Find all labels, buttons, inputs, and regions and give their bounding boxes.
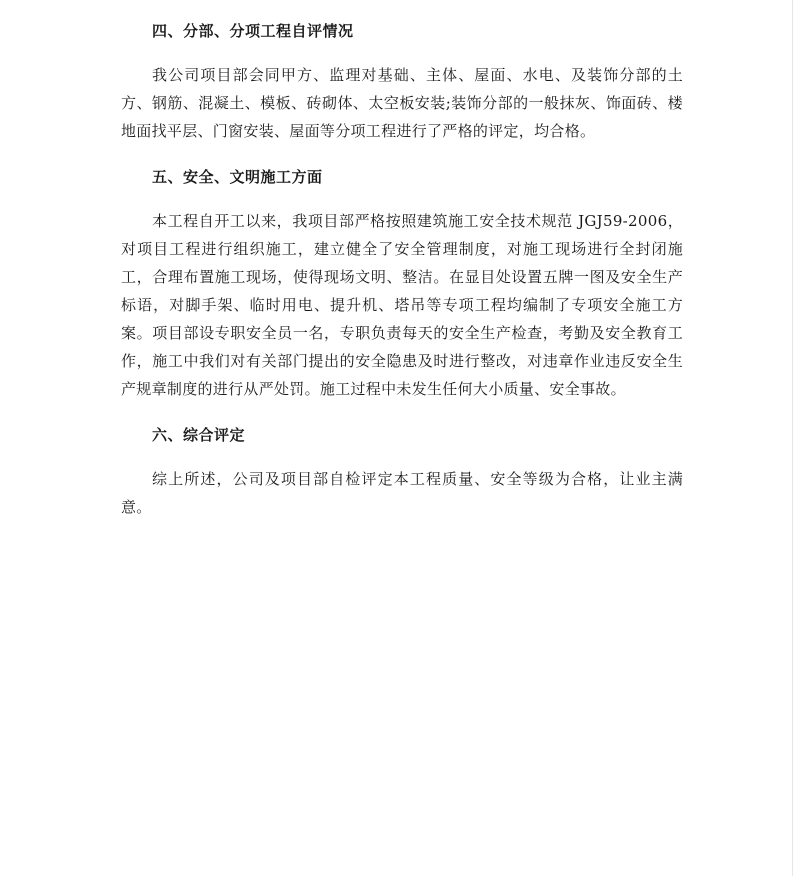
section-heading-6: 六、综合评定 (152, 426, 246, 444)
section-heading-4: 四、分部、分项工程自评情况 (152, 22, 354, 40)
document-body (121, 18, 683, 521)
section-paragraph-5: 本工程自开工以来，我项目部严格按照建筑施工安全技术规范 JGJ59-2006，对项目工程进行组织施工，建立健全了安全管理制度，对施工现场进行全封闭施工，合理布置施工现场，使得现场文明、整洁。在显目处设置五牌一图及安全生产标语，对脚手架、临时用电、提升机、塔吊等专项工程均编制了专项安全施工方案。项目部设专职安全员一名，专职负责每天的安全生产检查，考勤及安全教育工作，施工中我们对有关部门提出的安全隐患及时进行整改，对违章作业违反安全生产规章制度的进行从严处罚。施工过程中未发生任何大小质量、安全事故。 (121, 212, 683, 398)
page-edge-divider (792, 0, 793, 876)
section-paragraph-6: 综上所述，公司及项目部自检评定本工程质量、安全等级为合格，让业主满意。 (121, 470, 683, 516)
section-paragraph-4: 我公司项目部会同甲方、监理对基础、主体、屋面、水电、及装饰分部的土方、钢筋、混凝土、模板、砖砌体、太空板安装;装饰分部的一般抹灰、饰面砖、楼地面找平层、门窗安装、屋面等分项工程进行了严格的评定，均合格。 (121, 66, 683, 140)
section-heading-5: 五、安全、文明施工方面 (152, 168, 323, 186)
